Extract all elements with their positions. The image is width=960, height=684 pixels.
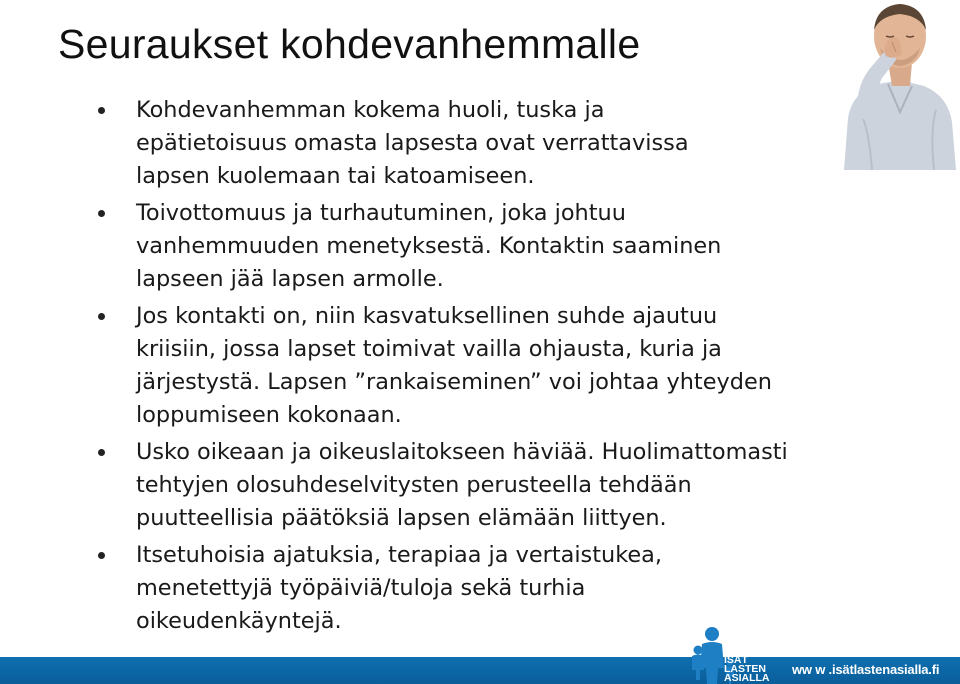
logo-line-2: LASTEN (724, 663, 766, 675)
bullet-line: Jos kontakti on, niin kasvatuksellinen suhde ajautuu (136, 303, 718, 329)
bullet-line: Kohdevanhemman kokema huoli, tuska ja (136, 97, 605, 123)
bullet-line: menetettyjä työpäiviä/tuloja sekä turhia (136, 575, 586, 601)
bullet-line: Itsetuhoisia ajatuksia, terapiaa ja vertaistukea, (136, 542, 662, 568)
bullet-line: epätietoisuus omasta lapsesta ovat verrattavissa (136, 130, 689, 156)
slide-title: Seuraukset kohdevanhemmalle (58, 21, 641, 67)
bullet-line: lapseen jää lapsen armolle. (136, 266, 444, 292)
bullet-dot-icon (98, 552, 105, 559)
bullet-line: kriisiin, jossa lapset toimivat vailla ohjausta, kuria ja (136, 336, 722, 362)
bullet-dot-icon (98, 107, 105, 114)
bullet-line: järjestystä. Lapsen ”rankaiseminen” voi johtaa yhteyden (136, 369, 772, 395)
footer-url-link[interactable]: ww w .isätlastenasialla.fi (792, 662, 940, 677)
bullet-dot-icon (98, 313, 105, 320)
bullet-line: tehtyjen olosuhdeselvitysten perusteella tehdään (136, 472, 692, 498)
bullet-item (0, 436, 940, 535)
bullet-line: loppumiseen kokonaan. (136, 402, 402, 428)
bullet-line: oikeudenkäyntejä. (136, 608, 342, 634)
bullet-dot-icon (98, 449, 105, 456)
bullet-dot-icon (98, 210, 105, 217)
bullet-item (0, 300, 940, 432)
bullet-line: Usko oikeaan ja oikeuslaitokseen häviää. Huolimattomasti (136, 439, 788, 465)
bullet-item (0, 539, 940, 638)
bullet-line: vanhemmuuden menetyksestä. Kontaktin saaminen (136, 233, 722, 259)
bullet-line: lapsen kuolemaan tai katoamiseen. (136, 163, 535, 189)
logo-line-3: ASIALLA (724, 672, 770, 684)
bullet-line: Toivottomuus ja turhautuminen, joka johtuu (136, 200, 626, 226)
logo-wordmark (724, 656, 784, 683)
bullet-list (0, 94, 940, 642)
logo-line-1: ISÄT (724, 654, 748, 666)
bullet-line: puutteellisia päätöksiä lapsen elämään liittyen. (136, 505, 667, 531)
bullet-item (0, 94, 940, 193)
bullet-item (0, 197, 940, 296)
